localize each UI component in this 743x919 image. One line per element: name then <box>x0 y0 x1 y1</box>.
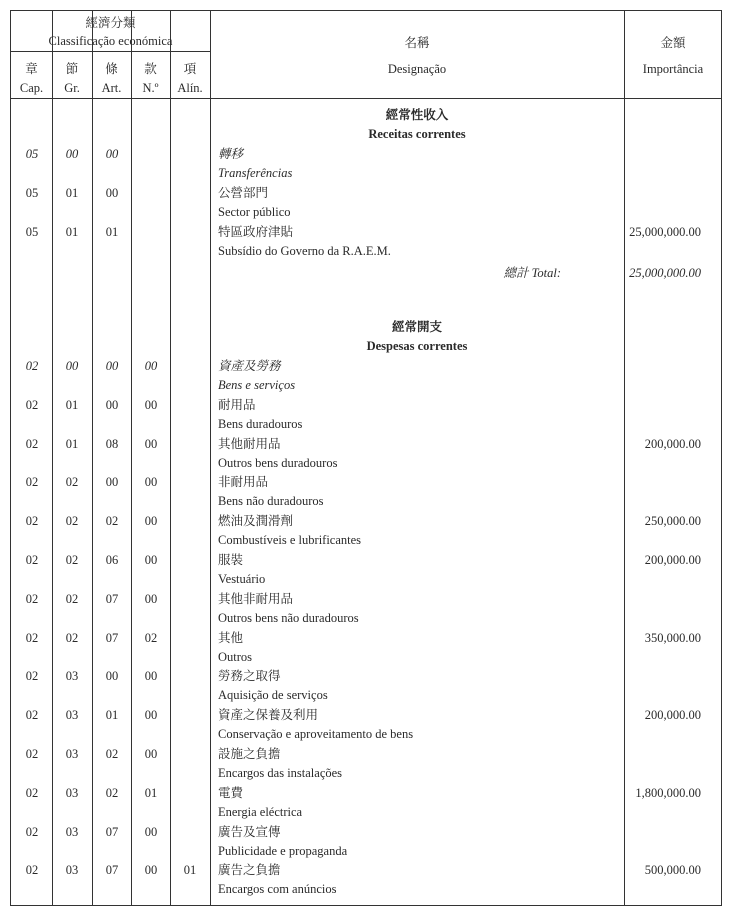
designation-zh: 廣告及宣傳 <box>218 824 281 839</box>
designation-zh: 耐用品 <box>218 397 256 412</box>
amount: 200,000.00 <box>644 436 701 451</box>
designation-zh: 資產及勞務 <box>218 359 281 373</box>
col-header-art-pt: Art. <box>101 81 122 95</box>
section-title-despesas-zh: 經常開支 <box>391 320 442 334</box>
amount: 200,000.00 <box>644 708 701 723</box>
amount: 500,000.00 <box>644 863 701 878</box>
designation-zh: 公營部門 <box>218 186 269 200</box>
designation-pt: Publicidade e propaganda <box>218 843 348 858</box>
designation-title-zh: 名稱 <box>404 36 430 50</box>
code-no: 00 <box>144 436 158 451</box>
code-art: 07 <box>105 863 119 878</box>
code-gr: 03 <box>65 824 79 839</box>
code-gr: 03 <box>65 863 79 878</box>
code-art: 00 <box>105 669 119 684</box>
designation-pt: Aquisição de serviços <box>218 688 328 703</box>
code-art: 01 <box>105 225 119 239</box>
code-art: 00 <box>105 359 119 373</box>
amount: 350,000.00 <box>644 630 701 645</box>
code-cap: 02 <box>25 591 39 606</box>
designation-zh: 資產之保養及利用 <box>218 708 319 723</box>
total-label: 總計 Total: <box>503 266 561 280</box>
code-gr: 02 <box>65 553 79 567</box>
code-art: 00 <box>105 397 119 412</box>
code-cap: 05 <box>25 186 39 200</box>
code-gr: 01 <box>65 225 79 239</box>
code-gr: 01 <box>65 436 79 451</box>
designation-pt: Vestuário <box>218 572 266 586</box>
code-gr: 03 <box>65 708 79 723</box>
code-gr: 03 <box>65 747 79 761</box>
code-gr: 02 <box>65 630 79 645</box>
designation-zh: 特區政府津貼 <box>218 225 294 239</box>
classification-title-pt: Classificação económica <box>48 34 173 48</box>
designation-zh: 燃油及潤滑劑 <box>218 514 294 529</box>
code-cap: 02 <box>25 747 39 761</box>
amount-title-zh: 金額 <box>660 36 686 50</box>
code-cap: 02 <box>25 669 39 684</box>
designation-pt: Outros bens duradouros <box>218 455 338 470</box>
section-title-despesas-pt: Despesas correntes <box>366 339 468 353</box>
designation-zh: 電費 <box>218 785 244 800</box>
designation-pt: Combustíveis e lubrificantes <box>218 533 362 548</box>
code-no: 00 <box>144 553 158 567</box>
code-gr: 00 <box>65 359 79 373</box>
code-gr: 03 <box>65 669 79 684</box>
code-art: 07 <box>105 591 119 606</box>
code-cap: 02 <box>25 863 39 878</box>
col-header-gr-pt: Gr. <box>64 81 80 95</box>
code-cap: 02 <box>25 514 39 529</box>
code-gr: 02 <box>65 475 79 490</box>
code-cap: 02 <box>25 436 39 451</box>
code-cap: 02 <box>25 824 39 839</box>
code-gr: 02 <box>65 591 79 606</box>
code-art: 01 <box>105 708 119 723</box>
designation-pt: Bens duradouros <box>218 416 303 431</box>
col-header-no-pt: N.º <box>142 81 159 95</box>
code-art: 00 <box>105 147 119 161</box>
col-divider <box>170 11 171 905</box>
code-no: 01 <box>144 785 158 800</box>
header-divider <box>11 51 210 52</box>
code-no: 00 <box>144 863 158 878</box>
section-title-receitas-zh: 經常性收入 <box>385 108 449 122</box>
designation-pt: Encargos com anúncios <box>218 882 337 897</box>
code-gr: 03 <box>65 785 79 800</box>
code-cap: 02 <box>25 553 39 567</box>
designation-zh: 服裝 <box>218 553 244 567</box>
code-cap: 02 <box>25 475 39 490</box>
code-art: 02 <box>105 785 119 800</box>
code-art: 02 <box>105 747 119 761</box>
code-cap: 02 <box>25 708 39 723</box>
code-art: 00 <box>105 475 119 490</box>
amount: 200,000.00 <box>644 553 701 567</box>
col-header-alin-pt: Alín. <box>177 81 203 95</box>
code-art: 00 <box>105 186 119 200</box>
designation-zh: 其他 <box>218 630 244 645</box>
code-no: 00 <box>144 475 158 490</box>
code-gr: 00 <box>65 147 79 161</box>
designation-pt: Transferências <box>218 166 293 180</box>
col-divider <box>131 11 132 905</box>
code-no: 00 <box>144 359 158 373</box>
header-bottom-rule <box>11 98 722 99</box>
code-art: 08 <box>105 436 119 451</box>
code-no: 00 <box>144 708 158 723</box>
amount: 25,000,000.00 <box>629 225 701 239</box>
code-gr: 01 <box>65 186 79 200</box>
designation-zh: 其他非耐用品 <box>218 591 294 606</box>
col-divider <box>210 11 211 905</box>
code-cap: 05 <box>25 225 39 239</box>
col-header-cap-zh: 章 <box>25 62 38 76</box>
designation-pt: Bens não duradouros <box>218 494 324 509</box>
designation-pt: Outros bens não duradouros <box>218 610 359 625</box>
designation-pt: Encargos das instalações <box>218 766 343 780</box>
code-alin: 01 <box>183 863 197 878</box>
code-no: 00 <box>144 824 158 839</box>
code-no: 00 <box>144 747 158 761</box>
code-cap: 02 <box>25 630 39 645</box>
code-art: 02 <box>105 514 119 529</box>
code-cap: 05 <box>25 147 39 161</box>
col-header-cap-pt: Cap. <box>19 81 44 95</box>
budget-table <box>10 10 722 906</box>
col-header-alin-zh: 項 <box>183 62 197 76</box>
code-no: 00 <box>144 514 158 529</box>
designation-zh: 廣告之負擔 <box>218 863 281 878</box>
designation-zh: 轉移 <box>218 147 244 161</box>
designation-pt: Outros <box>218 649 253 664</box>
amount-title-pt: Importância <box>642 62 704 76</box>
col-header-art-zh: 條 <box>105 62 118 76</box>
code-art: 06 <box>105 553 119 567</box>
code-no: 00 <box>144 397 158 412</box>
section-title-receitas-pt: Receitas correntes <box>368 127 466 141</box>
total-amount: 25,000,000.00 <box>629 266 701 280</box>
designation-pt: Subsídio do Governo da R.A.E.M. <box>218 244 391 258</box>
code-no: 00 <box>144 669 158 684</box>
classification-title-zh: 經濟分類 <box>85 16 136 30</box>
col-divider <box>52 11 53 905</box>
code-cap: 02 <box>25 397 39 412</box>
code-art: 07 <box>105 824 119 839</box>
designation-zh: 其他耐用品 <box>218 436 281 451</box>
code-gr: 02 <box>65 514 79 529</box>
code-no: 00 <box>144 591 158 606</box>
designation-pt: Conservação e aproveitamento de bens <box>218 727 414 742</box>
code-gr: 01 <box>65 397 79 412</box>
code-art: 07 <box>105 630 119 645</box>
code-cap: 02 <box>25 359 39 373</box>
designation-pt: Energia eléctrica <box>218 804 303 819</box>
designation-title-pt: Designação <box>387 62 447 76</box>
designation-zh: 勞務之取得 <box>218 669 281 684</box>
col-divider <box>92 11 93 905</box>
amount: 250,000.00 <box>644 514 701 529</box>
designation-zh: 非耐用品 <box>218 475 269 490</box>
code-no: 02 <box>144 630 158 645</box>
designation-pt: Bens e serviços <box>218 378 296 392</box>
designation-zh: 設施之負擔 <box>218 747 281 761</box>
col-header-no-zh: 款 <box>144 62 157 76</box>
amount: 1,800,000.00 <box>635 785 701 800</box>
designation-pt: Sector público <box>218 205 291 219</box>
code-cap: 02 <box>25 785 39 800</box>
col-header-gr-zh: 節 <box>65 62 79 76</box>
col-divider <box>624 11 625 905</box>
